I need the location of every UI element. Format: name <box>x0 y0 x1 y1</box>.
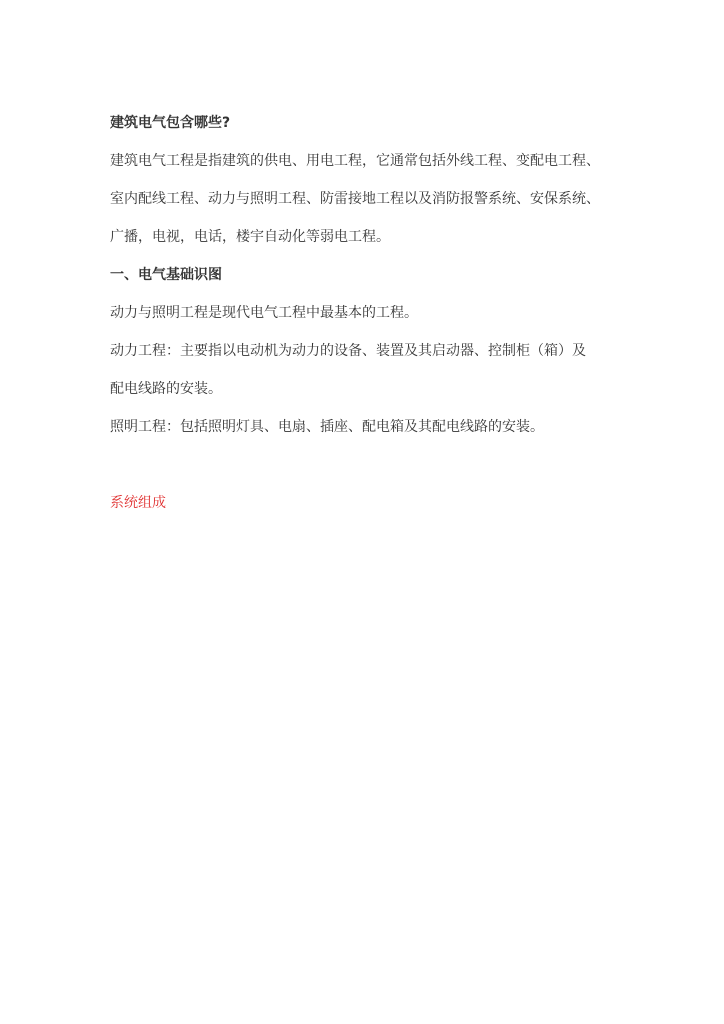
lighting-engineering-line: 照明工程：包括照明灯具、电扇、插座、配电箱及其配电线路的安装。 <box>110 419 544 435</box>
intro-paragraph-line-2: 室内配线工程、动力与照明工程、防雷接地工程以及消防报警系统、安保系统、 <box>110 191 600 207</box>
section-heading-basics: 一、电气基础识图 <box>110 267 222 283</box>
intro-paragraph-line-1: 建筑电气工程是指建筑的供电、用电工程，它通常包括外线工程、变配电工程、 <box>110 153 600 169</box>
system-composition-heading: 系统组成 <box>110 495 166 511</box>
power-engineering-line-1: 动力工程：主要指以电动机为动力的设备、装置及其启动器、控制柜（箱）及 <box>110 343 586 359</box>
main-heading: 建筑电气包含哪些? <box>110 115 231 131</box>
power-engineering-line-2: 配电线路的安装。 <box>110 381 222 397</box>
intro-paragraph-line-3: 广播，电视，电话，楼宇自动化等弱电工程。 <box>110 229 390 245</box>
section-paragraph: 动力与照明工程是现代电气工程中最基本的工程。 <box>110 305 418 321</box>
spacer <box>110 446 630 484</box>
document-body <box>110 104 630 522</box>
